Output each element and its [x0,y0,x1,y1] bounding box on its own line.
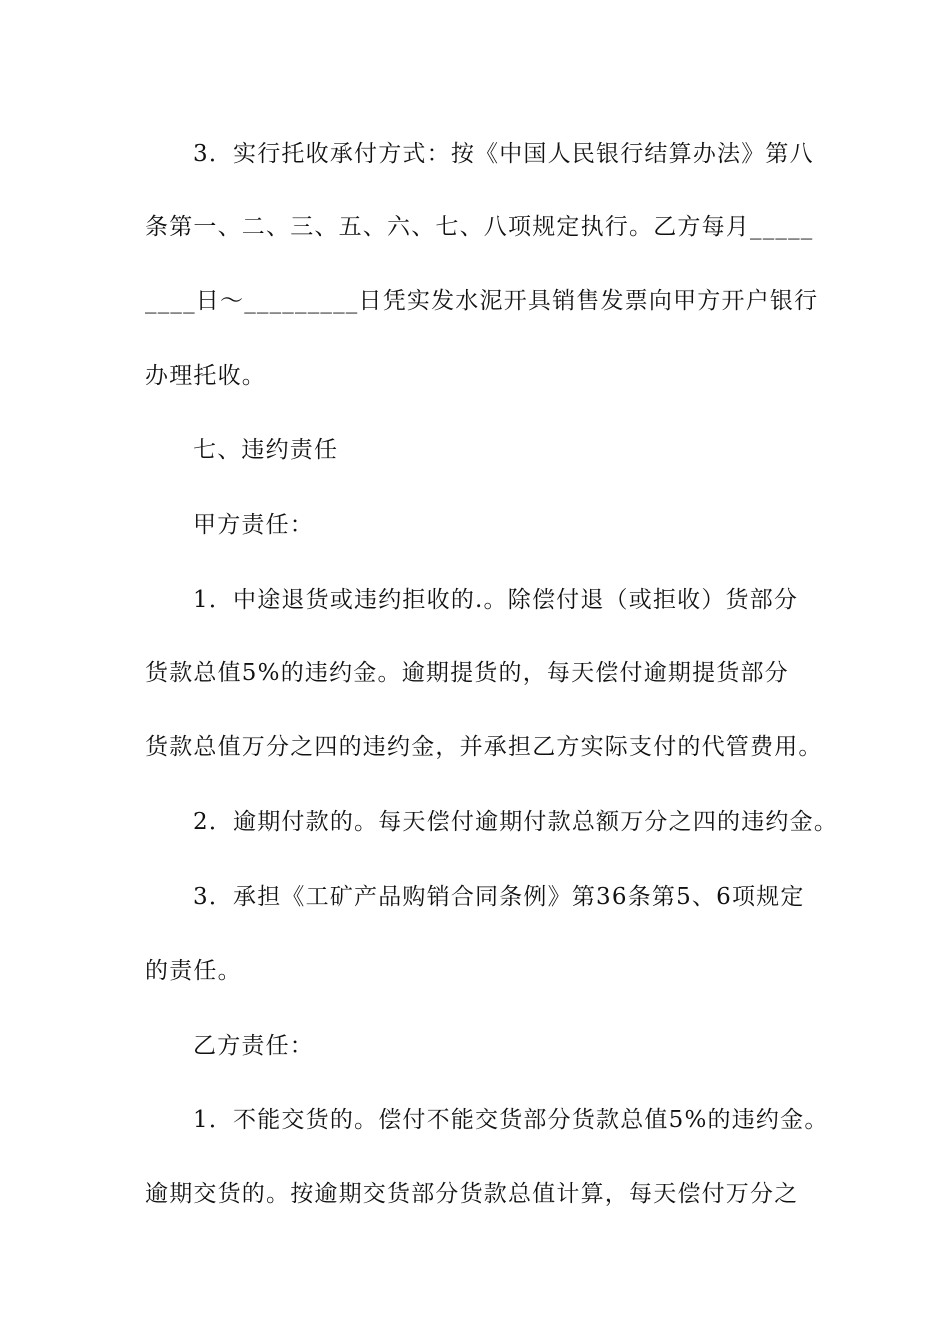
party-b-clause-1-line-2: 逾期交货的。按逾期交货部分货款总值计算，每天偿付万分之 [145,1181,799,1207]
paragraph-payment-method-line-4: 办理托收。 [145,363,266,389]
party-a-clause-1-line-1: 1．中途退货或违约拒收的.。除偿付退（或拒收）货部分 [193,587,799,613]
party-a-clause-3-line-2: 的责任。 [145,958,242,984]
paragraph-payment-method-line-2: 条第一、二、三、五、六、七、八项规定执行。乙方每月_____ [145,214,814,240]
subheading-party-a-liability: 甲方责任： [193,512,314,538]
party-a-clause-3-line-1: 3．承担《工矿产品购销合同条例》第36条第5、6项规定 [193,884,805,910]
section-heading-breach-liability: 七、违约责任 [193,437,339,463]
party-a-clause-1-line-2: 货款总值5%的违约金。逾期提货的，每天偿付逾期提货部分 [145,660,789,686]
party-a-clause-1-line-3: 货款总值万分之四的违约金，并承担乙方实际支付的代管费用。 [145,734,823,760]
paragraph-payment-method-line-3: ____日～_________日凭实发水泥开具销售发票向甲方开户银行 [145,288,819,314]
party-b-clause-1-line-1: 1．不能交货的。偿付不能交货部分货款总值5%的违约金。 [193,1107,829,1133]
subheading-party-b-liability: 乙方责任： [193,1033,314,1059]
paragraph-payment-method-line-1: 3．实行托收承付方式：按《中国人民银行结算办法》第八 [193,141,814,167]
party-a-clause-2: 2．逾期付款的。每天偿付逾期付款总额万分之四的违约金。 [193,809,839,835]
